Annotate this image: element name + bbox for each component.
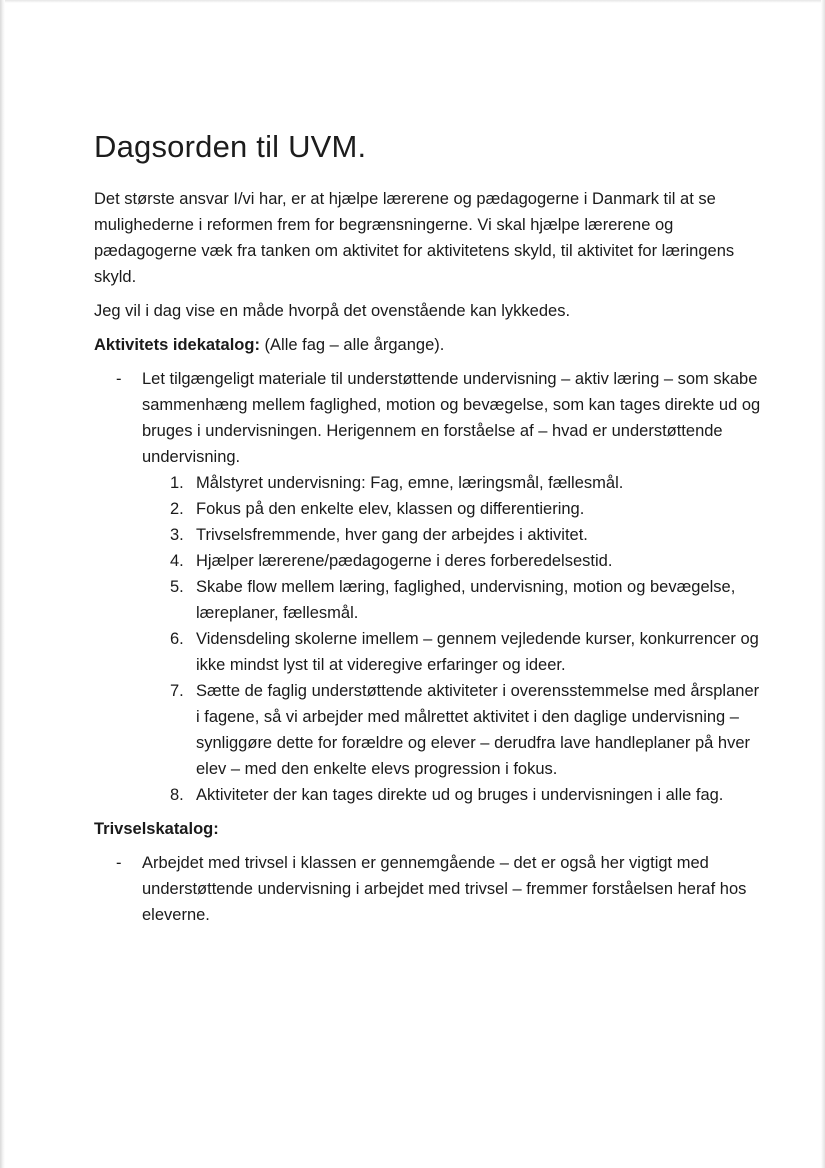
section-heading-aktivitets-idekatalog: [94, 332, 766, 358]
list-item-number: 3.: [170, 526, 184, 544]
scan-edge-top: [0, 0, 825, 3]
list-item-text: Aktiviteter der kan tages direkte ud og bruges i undervisningen i alle fag.: [196, 786, 724, 804]
list-item: [94, 626, 766, 678]
list-item-text: Skabe flow mellem læring, faglighed, undervisning, motion og bevægelse, læreplaner, fællesmål.: [196, 578, 736, 622]
intro-paragraph: Det største ansvar I/vi har, er at hjælpe lærerene og pædagogerne i Danmark til at se mulighederne i reformen frem for begrænsningerne. Vi skal hjælpe lærerene og pædagogerne væk fra tanken om aktivitet for aktivitetens skyld, til aktivitet for læringens skyld.: [94, 190, 735, 286]
document-page: [94, 126, 766, 928]
section-heading-bold: Aktivitets idekatalog:: [94, 336, 260, 354]
list-item-text: Fokus på den enkelte elev, klassen og differentiering.: [196, 500, 585, 518]
list-item-number: 5.: [170, 578, 184, 596]
list-item-number: 6.: [170, 630, 184, 648]
numbered-list: [94, 470, 766, 808]
list-item: [94, 782, 766, 808]
list-item-number: 4.: [170, 552, 184, 570]
list-item: [94, 574, 766, 626]
list-item-text: Trivselsfremmende, hver gang der arbejdes i aktivitet.: [196, 526, 588, 544]
section-heading-rest: (Alle fag – alle årgange).: [259, 336, 445, 354]
bullet-item: [94, 850, 766, 928]
section-heading-trivselskatalog: [94, 816, 766, 842]
list-item-number: 2.: [170, 500, 184, 518]
bullet-text: Let tilgængeligt materiale til understøttende undervisning – aktiv læring – som skabe sammenhæng mellem faglighed, motion og bevægelse, som kan tages direkte ud og bruges i undervisningen. Herigennem en forståelse af – hvad er understøttende undervisning.: [142, 370, 761, 466]
list-item: [94, 678, 766, 782]
scan-edge-right: [821, 0, 825, 1168]
list-item: [94, 548, 766, 574]
bullet-item: [94, 366, 766, 470]
list-item-text: Hjælper lærerene/pædagogerne i deres forberedelsestid.: [196, 552, 613, 570]
section-heading-bold: Trivselskatalog:: [94, 820, 219, 838]
list-item-number: 7.: [170, 682, 184, 700]
bullet-dash: -: [116, 854, 122, 872]
list-item-number: 1.: [170, 474, 184, 492]
list-item-number: 8.: [170, 786, 184, 804]
list-item: [94, 470, 766, 496]
list-item-text: Vidensdeling skolerne imellem – gennem vejledende kurser, konkurrencer og ikke mindst lyst til at videregive erfaringer og ideer.: [196, 630, 759, 674]
scan-edge-left: [0, 0, 5, 1168]
list-item-text: Målstyret undervisning: Fag, emne, læringsmål, fællesmål.: [196, 474, 624, 492]
bullet-dash: -: [116, 370, 122, 388]
second-paragraph: Jeg vil i dag vise en måde hvorpå det ovenstående kan lykkedes.: [94, 302, 571, 320]
bullet-text: Arbejdet med trivsel i klassen er gennemgående – det er også her vigtigt med understøttende undervisning i arbejdet med trivsel – fremmer forståelsen heraf hos eleverne.: [142, 854, 747, 924]
page-title: Dagsorden til UVM.: [94, 129, 367, 164]
list-item-text: Sætte de faglig understøttende aktiviteter i overensstemmelse med årsplaner i fagene, så vi arbejder med målrettet aktivitet i den daglige undervisning – synliggøre dette for forældre og elever – derudfra lave handleplaner på hver elev – med den enkelte elevs progression i fokus.: [196, 682, 760, 778]
list-item: [94, 522, 766, 548]
list-item: [94, 496, 766, 522]
